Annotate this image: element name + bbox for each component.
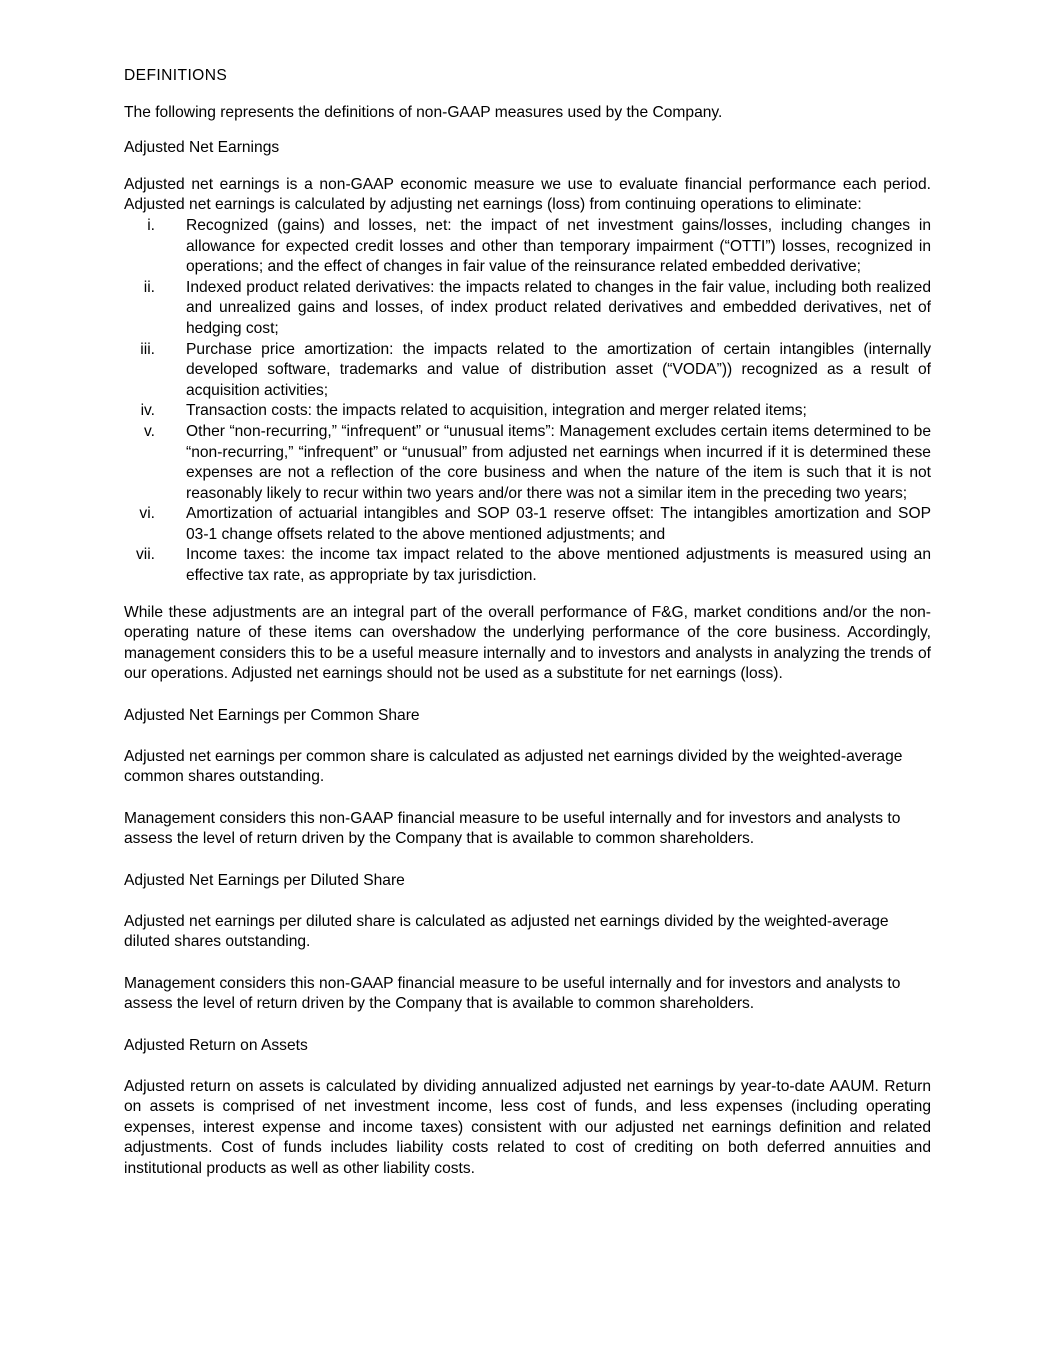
page-title: DEFINITIONS <box>124 67 228 84</box>
list-item <box>124 278 931 340</box>
list-item-text: Indexed product related derivatives: the impacts related to changes in the fair value, including both realized and unrealized gains and losses, of index product related derivatives and embedded derivatives, net of hedging cost; <box>186 278 931 337</box>
list-item-number: vi. <box>139 505 155 523</box>
list-item-text: Purchase price amortization: the impacts related to the amortization of certain intangibles (internally developed software, trademarks and value of distribution asset (“VODA”)) recognized as a result of acquisition activities; <box>186 340 931 399</box>
intro-paragraph: The following represents the definitions of non-GAAP measures used by the Company. <box>124 103 723 121</box>
list-item-text: Amortization of actuarial intangibles and SOP 03-1 reserve offset: The intangibles amortization and SOP 03-1 change offsets related to the above mentioned adjustments; and <box>186 505 931 543</box>
list-item-text: Income taxes: the income tax impact related to the above mentioned adjustments is measured using an effective tax rate, as appropriate by tax jurisdiction. <box>186 546 931 585</box>
return-on-assets-definition: Adjusted return on assets is calculated by dividing annualized adjusted net earnings by year-to-date AAUM. Return on assets is comprised of net investment income, less cost of funds, and less expenses (including operating expenses, interest expense and income taxes) consistent with our adjusted net earnings definition and related adjustments. Cost of funds includes liability costs related to cost of crediting on both deferred annuities and institutional products as well as other liability costs. <box>124 1077 931 1177</box>
section-title-return-on-assets: Adjusted Return on Assets <box>124 1036 308 1054</box>
list-item-number: v. <box>144 422 155 440</box>
document-page <box>124 66 931 1180</box>
list-item <box>124 545 931 586</box>
per-diluted-share-definition: Adjusted net earnings per diluted share is calculated as adjusted net earnings divided by the weighted-average diluted shares outstanding. <box>124 912 889 951</box>
list-item <box>124 504 931 545</box>
list-item-text: Other “non-recurring,” “infrequent” or “unusual items”: Management excludes certain items determined to be “non-recurring,” “infrequent” or “unusual” from adjusted net earnings when incurred if it is determined these expenses are not a reflection of the core business and when the nature of the item is such that it is not reasonably likely to recur within two years and/or there was not a similar item in the preceding two years; <box>186 422 931 502</box>
adjustments-list <box>124 216 931 587</box>
list-item-number: iv. <box>140 402 155 420</box>
list-item <box>124 422 931 504</box>
list-item <box>124 401 931 422</box>
per-diluted-share-usefulness: Management considers this non-GAAP financial measure to be useful internally and for investors and analysts to assess the level of return driven by the Company that is available to common shareholders. <box>124 974 901 1013</box>
section-title-per-diluted-share: Adjusted Net Earnings per Diluted Share <box>124 872 405 889</box>
adjusted-net-earnings-closing: While these adjustments are an integral part of the overall performance of F&G, market conditions and/or the non-operating nature of these items can overshadow the underlying performance of the core business. Accordingly, management considers this to be a useful measure internally and to investors and analysts in analyzing the trends of our operations. Adjusted net earnings should not be used as a substitute for net earnings (loss). <box>124 603 931 683</box>
list-item-number: vii. <box>135 546 155 564</box>
list-item-number: iii. <box>140 340 155 358</box>
list-item <box>124 216 931 278</box>
adjusted-net-earnings-description: Adjusted net earnings is a non-GAAP economic measure we use to evaluate financial performance each period. Adjusted net earnings is calculated by adjusting net earnings (loss) from continuing operations to eliminate: <box>124 175 931 214</box>
per-common-share-usefulness: Management considers this non-GAAP financial measure to be useful internally and for investors and analysts to assess the level of return driven by the Company that is available to common shareholders. <box>124 809 901 848</box>
list-item-text: Transaction costs: the impacts related to acquisition, integration and merger related items; <box>186 402 807 420</box>
section-title-per-common-share: Adjusted Net Earnings per Common Share <box>124 707 420 725</box>
section-title-adjusted-net-earnings: Adjusted Net Earnings <box>124 139 280 157</box>
list-item-number: i. <box>147 216 155 234</box>
list-item-number: ii. <box>143 278 155 296</box>
per-common-share-definition: Adjusted net earnings per common share is calculated as adjusted net earnings divided by the weighted-average common shares outstanding. <box>124 747 903 786</box>
list-item <box>124 340 931 402</box>
list-item-text: Recognized (gains) and losses, net: the impact of net investment gains/losses, including changes in allowance for expected credit losses and other than temporary impairment (“OTTI”) losses, recognized in operations; and the effect of changes in fair value of the reinsurance related embedded derivative; <box>186 216 931 276</box>
